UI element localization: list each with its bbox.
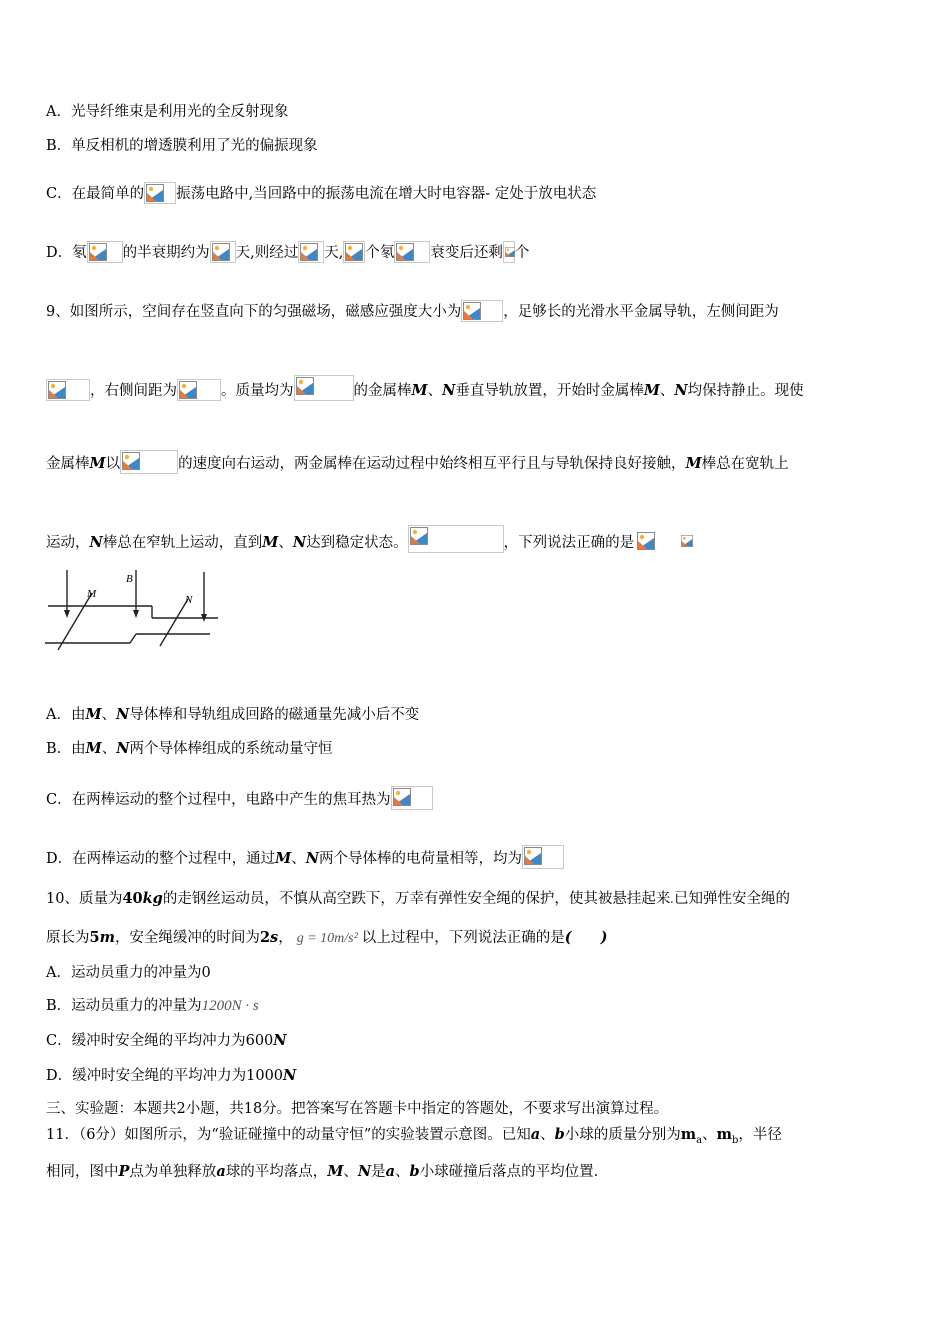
broken-image-icon	[48, 381, 66, 399]
q9-line-4: 运动，N棒总在窄轨上运动，直到M、N达到稳定状态。 ，下列说法正确的是	[46, 525, 694, 553]
q10-option-c: C．缓冲时安全绳的平均冲力为600N	[46, 1032, 287, 1049]
broken-image-icon	[146, 184, 164, 202]
q11-line-2: 相同，图中P点为单独释放a球的平均落点，M、N是a、b小球碰撞后落点的平均位置.	[46, 1163, 599, 1180]
broken-image-icon	[300, 243, 318, 261]
formula-image	[87, 241, 123, 263]
broken-image-icon	[212, 243, 230, 261]
broken-image-icon	[89, 243, 107, 261]
q10-option-d: D．缓冲时安全绳的平均冲力为1000N	[46, 1067, 297, 1084]
gravity-formula: g = 10m/s²	[296, 931, 358, 946]
q8-option-c: C．在最简单的 振荡电路中,当回路中的振荡电流在增大时电容器- 定处于放电状态	[46, 182, 596, 204]
formula-image	[391, 786, 433, 810]
q9-option-a: A．由M、N导体棒和导轨组成回路的磁通量先减小后不变	[46, 706, 420, 723]
formula-image	[680, 531, 694, 553]
formula-image	[394, 241, 430, 263]
formula-image	[46, 379, 90, 401]
q9-line-2: ，右侧间距为 。质量均为 的金属棒M、N垂直导轨放置，开始时金属棒M、N均保持静止。现使	[46, 375, 804, 401]
broken-image-icon	[396, 243, 414, 261]
broken-image-icon	[505, 243, 515, 261]
figure-label-m: M	[87, 588, 97, 600]
q10-line-1: 10、质量为40kg的走钢丝运动员，不慎从高空跌下，万幸有弹性安全绳的保护，使其被悬挂起来.已知弹性安全绳的	[46, 890, 790, 907]
formula-image	[461, 300, 503, 322]
q8-option-b: B．单反相机的增透膜利用了光的偏振现象	[46, 138, 318, 154]
q10-option-a: A．运动员重力的冲量为0	[46, 965, 211, 981]
formula-image	[177, 379, 221, 401]
formula-image	[408, 525, 504, 553]
formula-image	[636, 531, 654, 553]
q10-option-b: B．运动员重力的冲量为1200N · s	[46, 998, 259, 1014]
broken-image-icon	[179, 381, 197, 399]
q9-option-c: C．在两棒运动的整个过程中，电路中产生的焦耳热为	[46, 786, 433, 810]
broken-image-icon	[524, 847, 542, 865]
formula-image	[210, 241, 236, 263]
broken-image-icon	[410, 527, 428, 545]
formula-image	[298, 241, 324, 263]
formula-image	[294, 375, 354, 401]
broken-image-icon	[296, 377, 314, 395]
q9-line-3: 金属棒M以 的速度向右运动，两金属棒在运动过程中始终相互平行且与导轨保持良好接触，M棒总在宽轨上	[46, 450, 789, 474]
broken-image-icon	[463, 302, 481, 320]
broken-image-icon	[122, 452, 140, 470]
formula-image	[522, 845, 564, 869]
q11-line-1: 11．（6分）如图所示，为“验证碰撞中的动量守恒”的实验装置示意图。已知a、b小球的质量分别为$m_a$、$m_b$，半径	[46, 1126, 782, 1146]
q9-option-b: B．由M、N两个导体棒组成的系统动量守恒	[46, 740, 333, 757]
figure-label-b: B	[126, 573, 133, 585]
q9-option-d: D．在两棒运动的整个过程中，通过M、N两个导体棒的电荷量相等，均为	[46, 845, 564, 869]
formula-image	[144, 182, 176, 204]
q9-line-1: 9、如图所示，空间存在竖直向下的匀强磁场，磁感应强度大小为 ，足够长的光滑水平金属导轨，左侧间距为	[46, 300, 779, 322]
section-3-heading: 三、实验题：本题共2小题，共18分。把答案写在答题卡中指定的答题处，不要求写出演算过程。	[46, 1101, 669, 1117]
q10-line-2: 原长为5m，安全绳缓冲的时间为2s， g = 10m/s² 以上过程中，下列说法正确的是( )	[46, 929, 608, 946]
broken-image-icon	[681, 532, 693, 550]
figure-label-n: N	[185, 594, 193, 606]
broken-image-icon	[345, 243, 363, 261]
q9-figure-rails	[40, 566, 230, 656]
formula-image	[503, 241, 515, 263]
q8-option-a: A．光导纤维束是利用光的全反射现象	[46, 104, 289, 120]
impulse-formula: 1200N · s	[201, 998, 259, 1014]
formula-image	[120, 450, 178, 474]
broken-image-icon	[393, 788, 411, 806]
formula-image	[343, 241, 365, 263]
broken-image-icon	[637, 532, 655, 550]
q8-option-d: D．氡 的半衰期约为 天,则经过 天, 个氡 衰变后还剩 个	[46, 241, 529, 263]
